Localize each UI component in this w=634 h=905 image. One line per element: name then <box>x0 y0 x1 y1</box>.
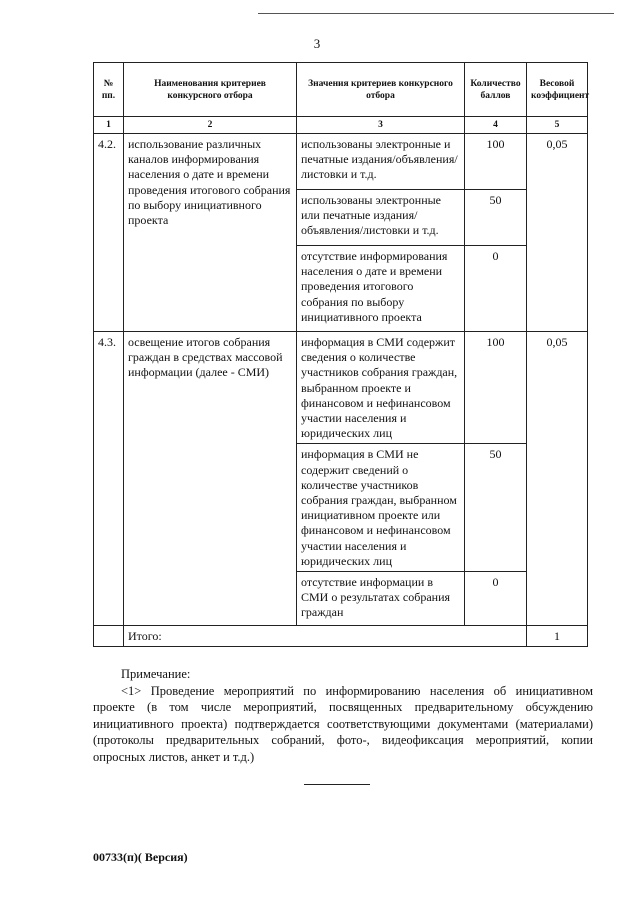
score: 50 <box>465 444 527 572</box>
criteria-table <box>93 62 588 647</box>
header-weight: Весовой коэффициент <box>527 63 588 117</box>
header-criterion-name: Наименования критериев конкурсного отбора <box>124 63 297 117</box>
criterion-name: освещение итогов собрания граждан в средствах массовой информации (далее - СМИ) <box>124 332 297 626</box>
total-value: 1 <box>527 626 588 647</box>
column-number: 4 <box>465 117 527 134</box>
header-num: № пп. <box>94 63 124 117</box>
footnote-separator <box>304 784 370 785</box>
header-criterion-value: Значения критериев конкурсного отбора <box>297 63 465 117</box>
weight: 0,05 <box>527 134 588 332</box>
row-number: 4.2. <box>94 134 124 332</box>
note-text: <1> Проведение мероприятий по информированию населения об инициативном проекте (в том числе мероприятий, посвященных предварительному обсуждению инициативного проекта) подтверждается соответствующими документами (материалами) (протоколы предварительных собраний, фото-, видеофиксация мероприятий, копии опросных листов, анкет и т.д.) <box>93 683 593 764</box>
score: 50 <box>465 190 527 246</box>
table-row <box>94 332 588 444</box>
column-number: 1 <box>94 117 124 134</box>
score: 0 <box>465 246 527 332</box>
score: 100 <box>465 134 527 190</box>
total-label: Итого: <box>124 626 527 647</box>
criterion-value: отсутствие информирования населения о дате и времени проведения итогового собрания по выбору инициативного проекта <box>297 246 465 332</box>
score: 0 <box>465 572 527 626</box>
note-title: Примечание: <box>121 667 191 681</box>
header-score: Количество баллов <box>465 63 527 117</box>
criterion-value: использованы электронные и печатные издания/объявления/листовки и т.д. <box>297 134 465 190</box>
column-number-row <box>94 117 588 134</box>
score: 100 <box>465 332 527 444</box>
table-row <box>94 134 588 190</box>
total-row <box>94 626 588 647</box>
document-code: 00733(п)( Версия) <box>93 850 188 864</box>
criterion-value: информация в СМИ содержит сведения о количестве участников собрания граждан, выбранном проекте и финансовом и нефинансовом участии населения и юридических лиц <box>297 332 465 444</box>
table-header-row <box>94 63 588 117</box>
criterion-value: использованы электронные или печатные издания/объявления/листовки и т.д. <box>297 190 465 246</box>
column-number: 2 <box>124 117 297 134</box>
column-number: 5 <box>527 117 588 134</box>
row-number: 4.3. <box>94 332 124 626</box>
total-empty-cell <box>94 626 124 647</box>
criterion-value: отсутствие информации в СМИ о результатах собрания граждан <box>297 572 465 626</box>
criterion-value: информация в СМИ не содержит сведений о количестве участников собрания граждан, выбранном инициативном проекте или финансовом и нефинансовом участии населения и юридических лиц <box>297 444 465 572</box>
note-block <box>93 666 593 765</box>
page-number: 3 <box>313 36 321 51</box>
column-number: 3 <box>297 117 465 134</box>
top-rule <box>258 13 614 14</box>
criterion-name: использование различных каналов информирования населения о дате и времени проведения итогового собрания по выбору инициативного проекта <box>124 134 297 332</box>
weight: 0,05 <box>527 332 588 626</box>
